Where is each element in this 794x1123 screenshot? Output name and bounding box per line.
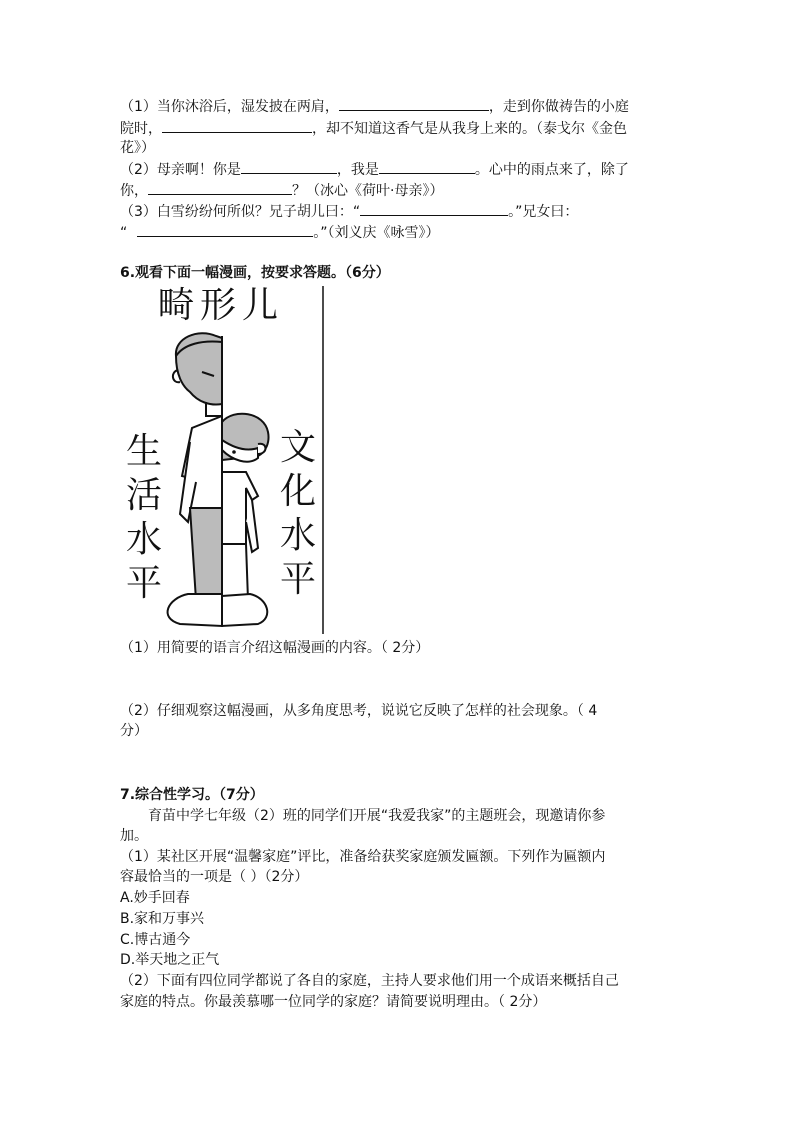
- q6-title: 6.观看下面一幅漫画，按要求答题。（6分）: [120, 265, 390, 281]
- q5-text: 院时，: [120, 121, 162, 137]
- cartoon-right-caption: 文化水平: [279, 427, 316, 600]
- q5-text: ，走到你做祷告的小庭: [488, 99, 629, 115]
- q5-text: 你，: [120, 183, 148, 199]
- q7-part-1-line-2: 容最恰当的一项是（ ）（2分）: [120, 869, 309, 885]
- q5-line-6: [120, 201, 578, 222]
- q5-text: 。心中的雨点来了，除了: [474, 162, 629, 178]
- q7-option-a: A.妙手回春: [120, 890, 190, 906]
- answer-blank[interactable]: [137, 222, 313, 237]
- q7-intro-line-1: 育苗中学七年级（2）班的同学们开展“我爱我家”的主题班会，现邀请你参: [120, 808, 606, 824]
- q5-text: （1）当你沐浴后，湿发披在两肩，: [120, 99, 339, 115]
- q7-title: 7.综合性学习。（7分）: [120, 787, 264, 803]
- q5-text: “: [120, 225, 128, 241]
- answer-blank[interactable]: [339, 96, 489, 111]
- q5-line-3: [120, 138, 155, 158]
- q5-text: （3）白雪纷纷何所似？兄子胡儿曰：“: [120, 204, 361, 220]
- q6-part-1: （1）用简要的语言介绍这幅漫画的内容。（ 2分）: [120, 640, 430, 656]
- q5-line-4: [120, 159, 629, 180]
- q5-text: ，我是: [336, 162, 379, 178]
- answer-blank[interactable]: [241, 159, 337, 174]
- q5-line-2: [120, 118, 627, 139]
- q5-text: 。”兄女曰：: [508, 204, 579, 220]
- q5-line-5: [120, 180, 443, 201]
- q7-part-2-line-1: （2）下面有四位同学都说了各自的家庭，主持人要求他们用一个成语来概括自己: [120, 973, 619, 989]
- q5-text: 。”（刘义庆《咏雪》）: [313, 225, 440, 241]
- q6-part-2-line-1: （2）仔细观察这幅漫画，从多角度思考，说说它反映了怎样的社会现象。（ 4: [120, 703, 598, 719]
- q6-part-2-line-2: 分）: [120, 723, 148, 739]
- q7-option-b: B.家和万事兴: [120, 911, 205, 927]
- q5-text: ？（冰心《荷叶·母亲》）: [292, 183, 444, 199]
- answer-blank[interactable]: [148, 180, 292, 195]
- q5-line-7: [120, 222, 440, 243]
- q5-text: 花》）: [120, 140, 155, 156]
- q7-option-d: D.举天地之正气: [120, 952, 220, 968]
- answer-blank[interactable]: [360, 201, 508, 216]
- answer-blank[interactable]: [162, 118, 312, 133]
- cartoon-left-caption: 生活水平: [125, 431, 162, 604]
- q7-part-2-line-2: 家庭的特点。你最羡慕哪一位同学的家庭？请简要说明理由。（ 2分）: [120, 994, 547, 1010]
- answer-blank[interactable]: [379, 159, 475, 174]
- q5-text: ，却不知道这香气是从我身上来的。（泰戈尔《金色: [312, 121, 627, 137]
- cartoon-image: [118, 282, 338, 638]
- q5-line-1: [120, 96, 629, 117]
- q5-text: （2）母亲啊！你是: [120, 162, 241, 178]
- q7-option-c: C.博古通今: [120, 932, 191, 948]
- q7-part-1-line-1: （1）某社区开展“温馨家庭”评比，准备给获奖家庭颁发匾额。下列作为匾额内: [120, 849, 606, 865]
- cartoon-top-caption: 畸形儿: [158, 285, 285, 326]
- q7-intro-line-2: 加。: [120, 828, 148, 844]
